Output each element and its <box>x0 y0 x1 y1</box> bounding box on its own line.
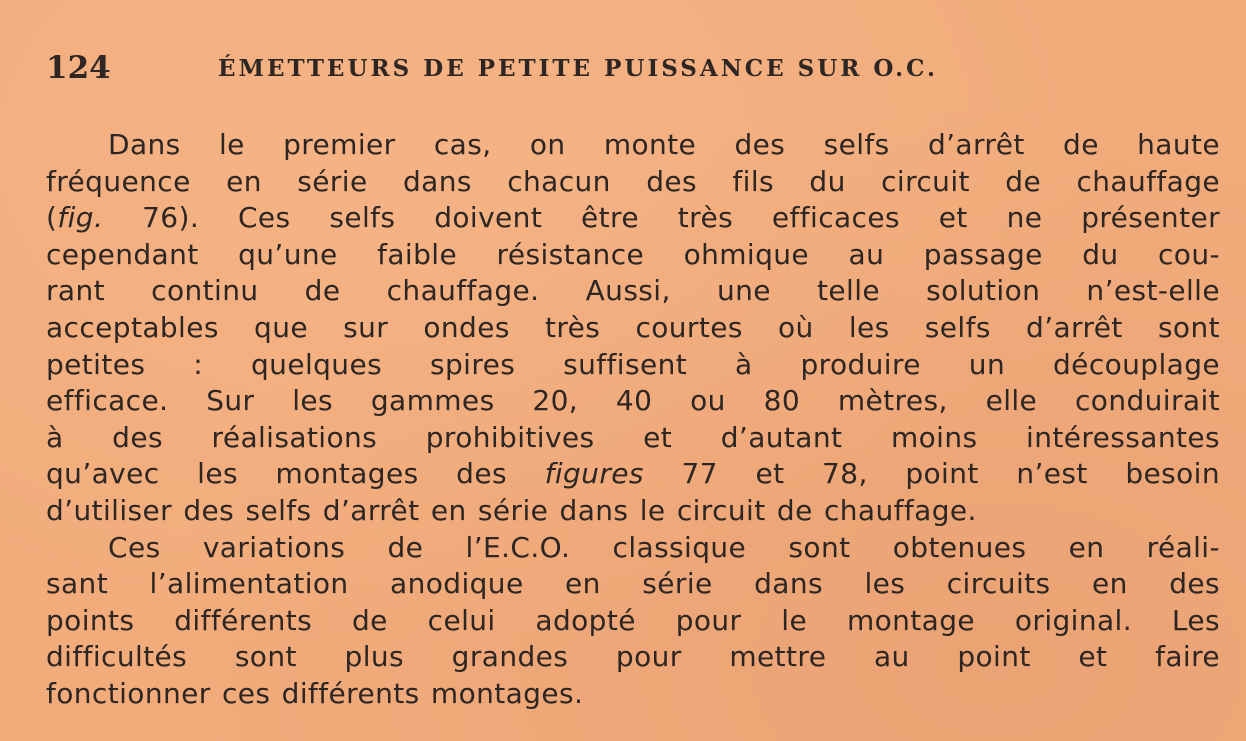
text-line: sant l’alimentation anodique en série dans les circuits en des <box>46 567 1220 601</box>
text-line: cependant qu’une faible résistance ohmique au passage du cou- <box>46 237 1220 271</box>
text-line: Ces variations de l’E.C.O. classique sont obtenues en réali- <box>108 530 1220 564</box>
text-line: Dans le premier cas, on monte des selfs d’arrêt de haute <box>108 128 1220 161</box>
text-line: d’utiliser des selfs d’arrêt en série dans le circuit de chauffage. <box>46 493 977 527</box>
text-fragment: qu’avec les montages des <box>46 457 545 491</box>
text-line: fonctionner ces différents montages. <box>46 676 584 710</box>
paragraph-1 <box>46 127 1220 530</box>
text-fragment: ( <box>46 201 58 235</box>
text-line: à des réalisations prohibitives et d’autant moins intéressantes <box>46 420 1220 454</box>
text-line: points différents de celui adopté pour le montage original. Les <box>46 603 1220 637</box>
text-fragment: 76). Ces selfs doivent être très efficaces et ne présenter <box>103 201 1220 235</box>
text-line: difficultés sont plus grandes pour mettre au point et faire <box>46 640 1220 674</box>
paragraph-2 <box>46 530 1220 713</box>
page-header <box>46 50 1046 90</box>
text-line <box>46 456 1220 493</box>
text-line: acceptables que sur ondes très courtes où les selfs d’arrêt sont <box>46 310 1220 344</box>
text-line: petites : quelques spires suffisent à produire un découplage <box>46 347 1220 381</box>
text-line: rant continu de chauffage. Aussi, une telle solution n’est-elle <box>46 274 1220 308</box>
running-head: ÉMETTEURS DE PETITE PUISSANCE SUR O.C. <box>218 55 939 82</box>
text-line: fréquence en série dans chacun des fils du circuit de chauffage <box>46 164 1220 198</box>
page-number: 124 <box>46 50 111 86</box>
text-fragment: 77 et 78, point n’est besoin <box>643 457 1220 491</box>
figure-reference: fig. <box>57 201 104 235</box>
text-line <box>46 200 1220 237</box>
body-text <box>46 127 1220 727</box>
figure-reference: figures <box>544 457 644 491</box>
text-line: efficace. Sur les gammes 20, 40 ou 80 mètres, elle conduirait <box>46 384 1220 418</box>
